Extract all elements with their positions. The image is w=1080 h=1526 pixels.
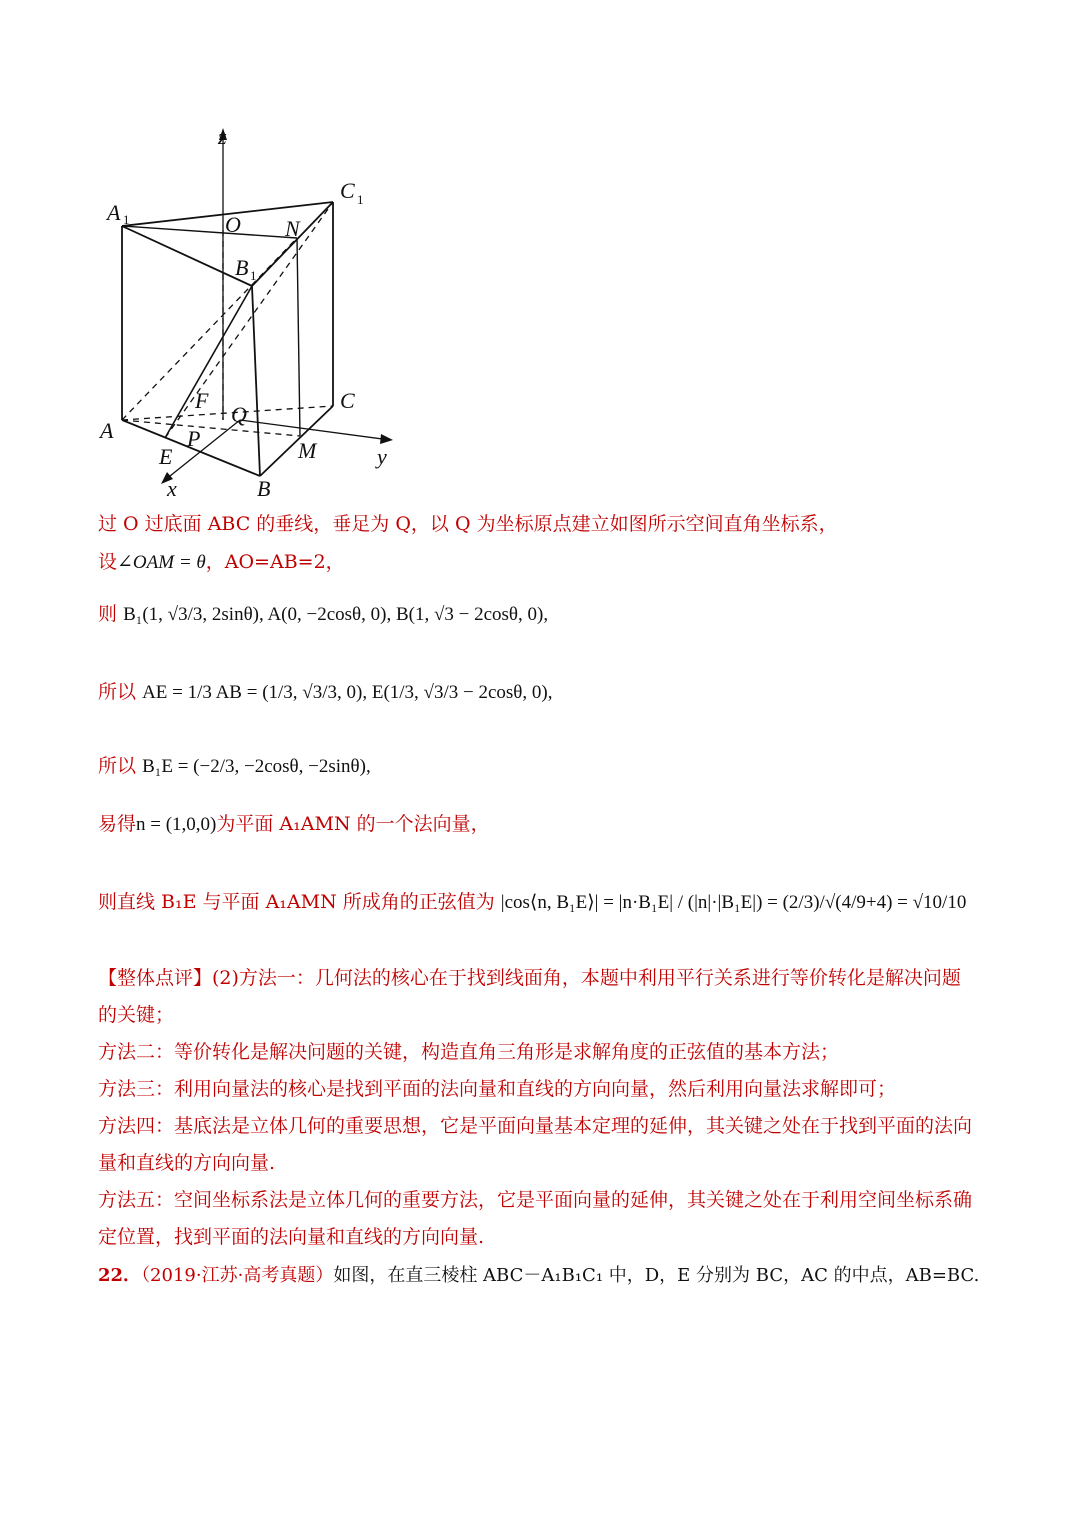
label-C1-sub: 1 <box>357 192 364 207</box>
label-O: O <box>225 212 241 237</box>
label-A: A <box>100 418 114 443</box>
label-Q: Q <box>231 402 247 427</box>
solution-line-5 <box>98 752 371 792</box>
label-B1: B <box>235 255 249 280</box>
line3-prefix: 则 <box>98 603 118 625</box>
label-E: E <box>159 444 173 469</box>
line4-prefix: 所以 <box>98 681 137 703</box>
solution-line-7 <box>98 888 966 928</box>
label-A1: A <box>107 200 121 225</box>
question-22 <box>98 1262 979 1290</box>
label-x: x <box>167 476 177 501</box>
review-paragraph-2: 方法二：等价转化是解决问题的关键，构造直角三角形是求解角度的正弦值的基本方法； <box>98 1041 840 1063</box>
label-C: C <box>340 388 355 413</box>
question-number: 22． <box>98 1265 142 1286</box>
line5-prefix: 所以 <box>98 755 137 777</box>
solution-line-2 <box>98 548 345 577</box>
label-M: M <box>298 438 317 463</box>
question-source: （2019·江苏·高考真题） <box>141 1265 334 1286</box>
label-y: y <box>377 444 387 469</box>
line6-suffix: 为平面 A₁AMN 的一个法向量， <box>216 813 490 835</box>
line7-prefix: 则直线 B₁E 与平面 A₁AMN 所成角的正弦值为 <box>98 891 495 913</box>
sine-value-expression: |cos⟨n, B₁E⟩| = |n·B₁E| / (|n|·|B₁E|) = (2/3)/√(4/9+4) = √10/10 <box>500 892 967 913</box>
label-F: F <box>195 388 209 413</box>
line2-prefix: 设 <box>98 551 118 573</box>
b1e-vector-expression: B₁E = (−2/3, −2cosθ, −2sinθ), <box>142 756 371 777</box>
solution-line-1: 过 O 过底面 ABC 的垂线，垂足为 Q，以 Q 为坐标原点建立如图所示空间直角坐标系， <box>98 513 838 535</box>
prism-figure <box>95 120 425 505</box>
question-text: 如图，在直三棱柱 ABC－A₁B₁C₁ 中，D，E 分别为 BC，AC 的中点，AB=BC. <box>333 1265 980 1286</box>
review-paragraph-3: 方法三：利用向量法的核心是找到平面的法向量和直线的方向向量，然后利用向量法求解即可； <box>98 1078 897 1100</box>
solution-line-3 <box>98 600 548 640</box>
angle-expression: ∠OAM = θ <box>117 552 206 573</box>
normal-vector: n = (1,0,0) <box>136 814 217 835</box>
review-text-1: (2)方法一：几何法的核心在于找到线面角，本题中利用平行关系进行等价转化是解决问题的关键； <box>98 967 961 1026</box>
label-N: N <box>285 216 300 241</box>
label-C1: C <box>340 178 355 203</box>
solution-line-6 <box>98 810 490 839</box>
line6-prefix: 易得 <box>98 813 137 835</box>
line2-suffix: ，AO=AB=2， <box>205 551 345 573</box>
label-P: P <box>187 426 201 451</box>
review-tag: 【整体点评】 <box>98 967 213 989</box>
label-B: B <box>257 476 271 501</box>
label-A1-sub: 1 <box>123 212 130 227</box>
review-paragraph-4: 方法四：基底法是立体几何的重要思想，它是平面向量基本定理的延伸，其关键之处在于找到平面的法向量和直线的方向向量. <box>98 1115 973 1174</box>
coordinates-b1-a-b: B₁(1, √3/3, 2sinθ), A(0, −2cosθ, 0), B(1, √3 − 2cosθ, 0), <box>123 604 549 625</box>
review-paragraph-1 <box>98 960 978 1034</box>
ae-vector-expression: AE = 1/3 AB = (1/3, √3/3, 0), E(1/3, √3/3 − 2cosθ, 0), <box>142 682 553 703</box>
label-z: z <box>218 124 227 149</box>
review-paragraph-5: 方法五：空间坐标系法是立体几何的重要方法，它是平面向量的延伸，其关键之处在于利用空间坐标系确定位置，找到平面的法向量和直线的方向向量. <box>98 1189 973 1248</box>
label-B1-sub: 1 <box>250 268 257 283</box>
solution-line-4 <box>98 678 552 718</box>
